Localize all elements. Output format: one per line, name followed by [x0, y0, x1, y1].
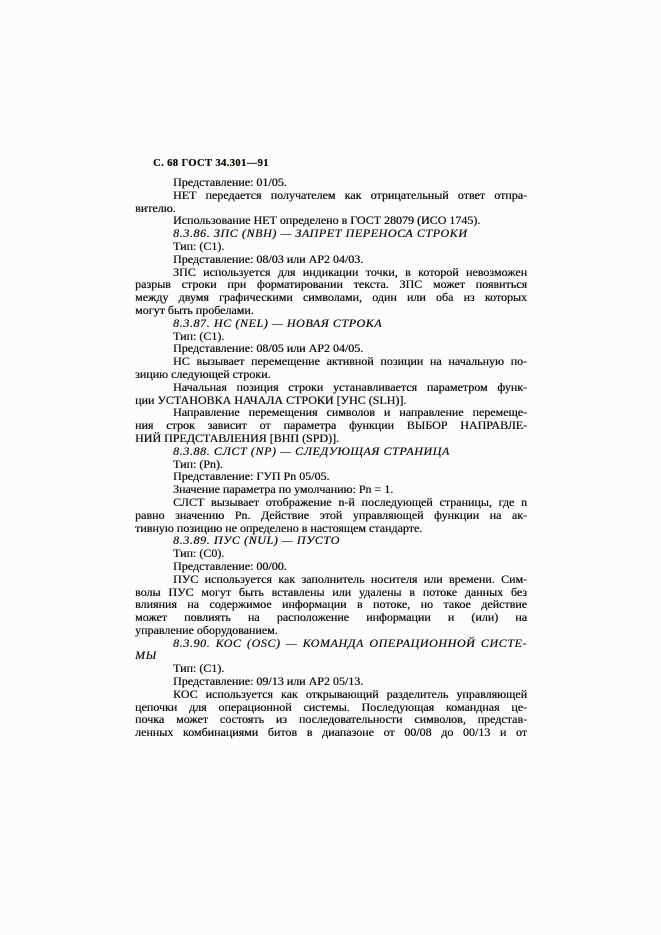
text-line: равно значению Pn. Действие этой управляющей функции на ак- — [135, 507, 527, 522]
text-line: 8.3.89. ПУС (NUL) — ПУСТО — [173, 533, 340, 548]
text-line: Тип: (С0). — [173, 546, 225, 561]
text-line: Тип: (С1). — [173, 238, 225, 253]
text-line: Использование НЕТ определено в ГОСТ 28079 (ИСО 1745). — [173, 213, 481, 228]
text-line: Тип: (С1). — [173, 661, 225, 676]
page-header: С. 68 ГОСТ 34.301—91 — [153, 158, 269, 169]
text-line: вителю. — [135, 200, 176, 215]
text-line: ЗПС используется для индикации точки, в которой невозможен — [173, 264, 527, 279]
text-line: НС вызывает перемещение активной позиции на начальную по- — [173, 354, 527, 369]
text-line: влияния на содержимое информации в потоке, но такое действие — [135, 597, 527, 612]
text-line: 8.3.86. ЗПС (NBH) — ЗАПРЕТ ПЕРЕНОСА СТРОКИ — [173, 226, 468, 241]
text-line: Представление: 08/03 или АР2 04/03. — [173, 251, 364, 266]
text-line: МЫ — [135, 648, 157, 663]
text-line: Направление перемещения символов и направление перемеще- — [173, 405, 527, 420]
text-line: ния строк зависит от параметра функции ВЫБОР НАПРАВЛЕ- — [135, 418, 527, 433]
page-lines — [135, 176, 527, 739]
text-line: волы ПУС могут быть вставлены или удалены в потоке данных без — [135, 584, 527, 599]
text-line: КОС используется как открывающий разделитель управляющей — [173, 686, 527, 701]
text-line: НИЙ ПРЕДСТАВЛЕНИЯ [ВНП (SPD)]. — [135, 430, 339, 445]
text-line: почка может состоять из последовательности символов, представ- — [135, 712, 527, 727]
text-line: управление оборудованием. — [135, 622, 278, 637]
text-line: Тип: (С1). — [173, 328, 225, 343]
text-line: цепочки для операционной системы. Последующая командная це- — [135, 699, 527, 714]
text-line: Представление: 01/05. — [173, 175, 287, 189]
text-line: 8.3.88. СЛСТ (NP) — СЛЕДУЮЩАЯ СТРАНИЦА — [173, 443, 450, 458]
text-line: ПУС используется как заполнитель носителя или времени. Сим- — [173, 571, 527, 586]
text-line: между двумя графическими символами, один или оба из которых — [135, 290, 527, 305]
text-line: ции УСТАНОВКА НАЧАЛА СТРОКИ [УНС (SLH)]. — [135, 392, 407, 407]
text-line: тивную позицию не определено в настоящем стандарте. — [135, 520, 423, 535]
text-line: могут быть пробелами. — [135, 302, 254, 317]
text-line: Представление: 08/05 или АР2 04/05. — [173, 341, 364, 356]
text-line: СЛСТ вызывает отображение n-й последующей страницы, где n — [173, 494, 527, 509]
text-line: Значение параметра по умолчанию: Pn = 1. — [173, 482, 394, 497]
text-line: 8.3.87. НС (NEL) — НОВАЯ СТРОКА — [173, 315, 383, 330]
text-line: Представление: 09/13 или АР2 05/13. — [173, 674, 364, 689]
text-line: ленных комбинациями битов в диапазоне от 00/08 до 00/13 и от — [135, 725, 527, 740]
text-line: зицию следующей строки. — [135, 366, 271, 381]
text-line: Представление: 00/00. — [173, 558, 287, 573]
text-line: 8.3.90. КОС (OSC) — КОМАНДА ОПЕРАЦИОННОЙ СИСТЕ- — [173, 635, 527, 650]
text-line: Представление: ГУП Pn 05/05. — [173, 469, 330, 484]
text-line: Тип: (Pn). — [173, 456, 223, 471]
text-line: может повлиять на расположение информации и (или) на — [135, 610, 527, 625]
text-line: разрыв строки при форматировании текста. ЗПС может появиться — [135, 277, 527, 292]
text-line: НЕТ передается получателем как отрицательный ответ отпра- — [173, 187, 527, 202]
text-line: Начальная позиция строки устанавливается параметром функ- — [173, 379, 527, 394]
